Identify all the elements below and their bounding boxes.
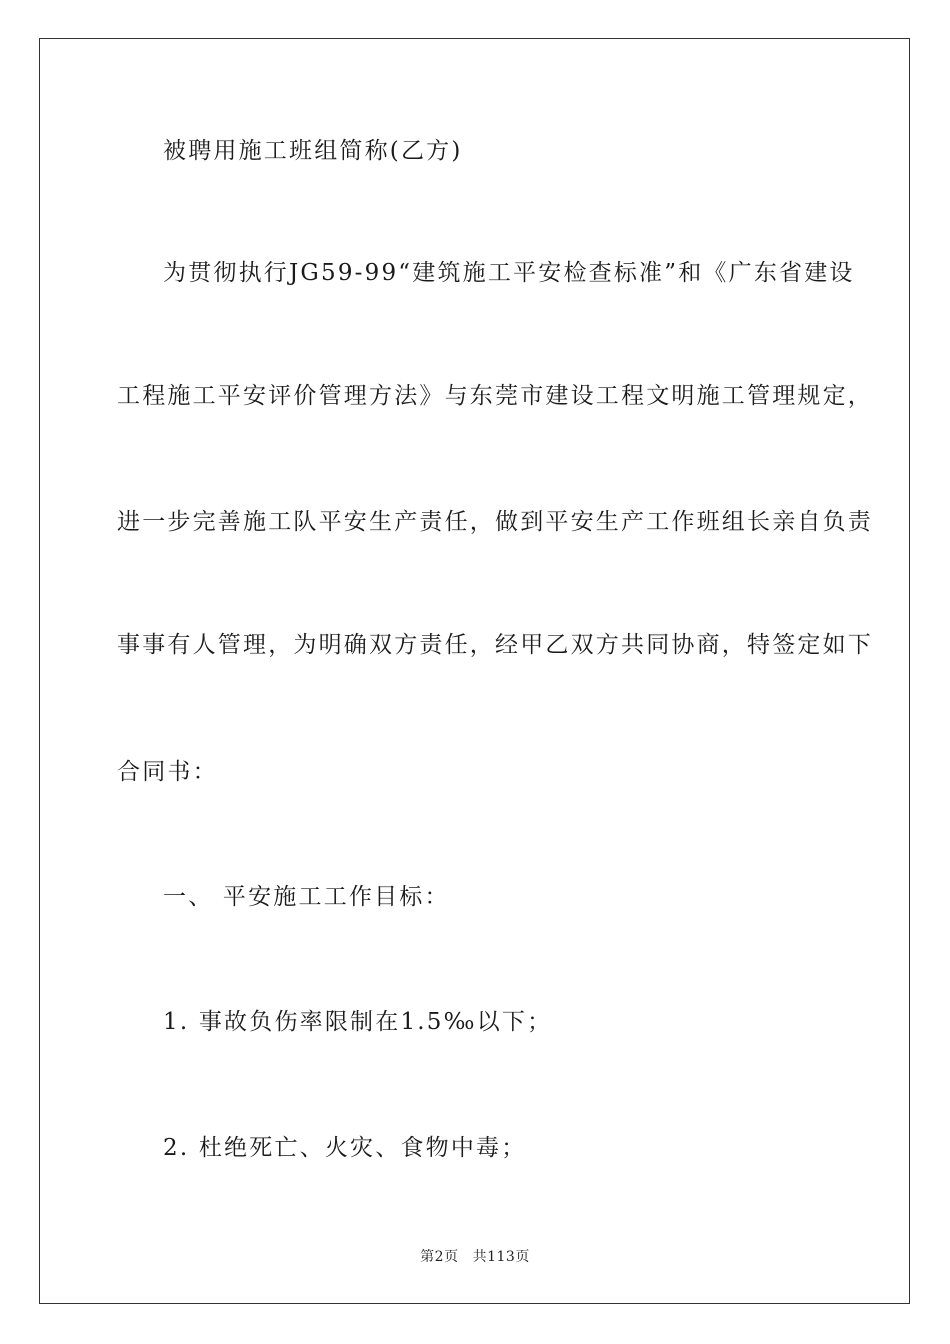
paragraph-line-2: 工程施工平安评价管理方法》与东莞市建设工程文明施工管理规定， xyxy=(117,383,873,409)
list-item-2: 2. 杜绝死亡、火灾、食物中毒； xyxy=(163,1135,527,1161)
paragraph-line-4: 事事有人管理，为明确双方责任，经甲乙双方共同协商，特签定如下 xyxy=(117,632,873,658)
list-item-1: 1. 事故负伤率限制在1.5‰以下； xyxy=(163,1009,553,1035)
page-footer xyxy=(0,1246,950,1266)
total-pages: 共113页 xyxy=(472,1249,530,1265)
paragraph-line-3: 进一步完善施工队平安生产责任，做到平安生产工作班组长亲自负责 xyxy=(117,509,873,535)
page-number: 第2页 xyxy=(420,1249,459,1265)
paragraph-line-1: 为贯彻执行JG59-99“建筑施工平安检查标准”和《广东省建设 xyxy=(163,260,855,286)
paragraph-line-5: 合同书： xyxy=(117,759,218,785)
party-b-line: 被聘用施工班组简称(乙方) xyxy=(163,138,463,164)
page-border xyxy=(39,38,910,1304)
section-heading: 一、 平安施工工作目标： xyxy=(163,884,450,910)
